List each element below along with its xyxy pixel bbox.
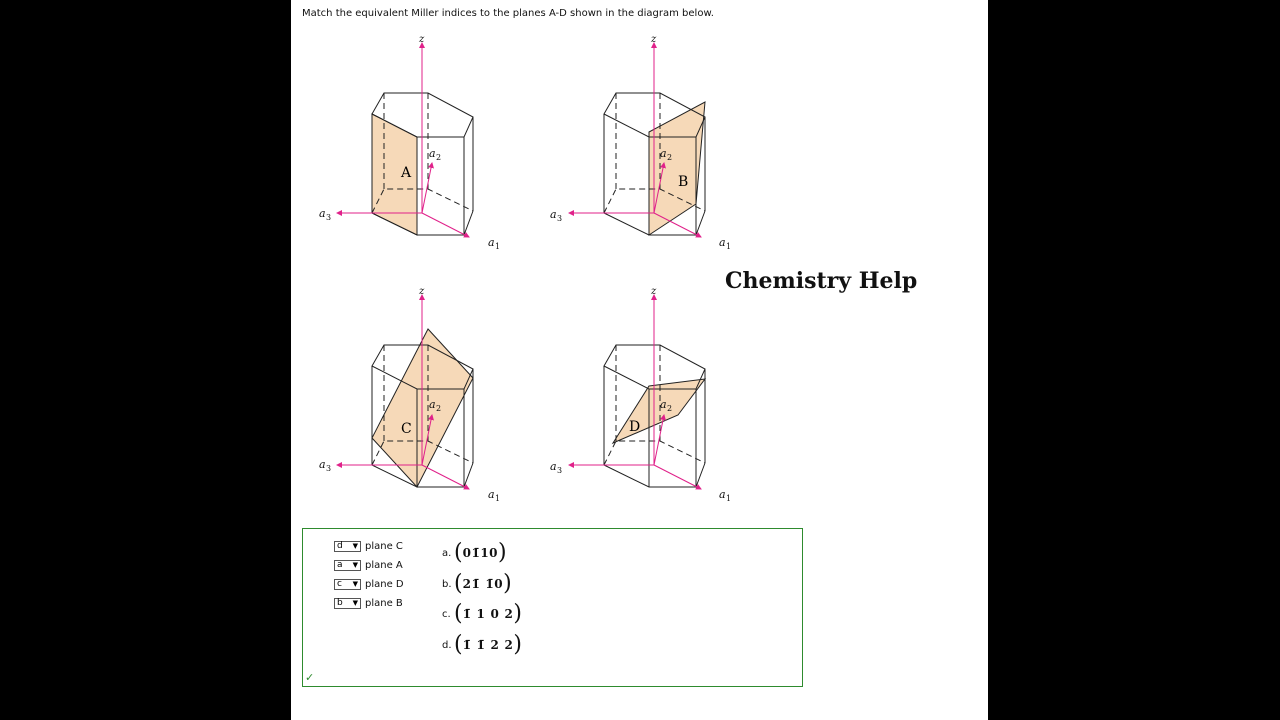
svg-text:3: 3 <box>557 214 563 223</box>
match-select-plane-d[interactable]: c ▼ <box>334 579 361 590</box>
match-row-plane-d <box>334 577 404 591</box>
svg-text:a: a <box>719 236 726 249</box>
svg-text:a: a <box>429 147 436 160</box>
svg-text:2: 2 <box>436 404 442 413</box>
a1-axis-label <box>488 488 500 503</box>
a3-axis-label <box>319 458 331 473</box>
svg-text:a: a <box>429 398 436 411</box>
svg-text:a: a <box>319 458 326 471</box>
chevron-down-icon: ▼ <box>352 579 358 588</box>
svg-text:a: a <box>550 460 557 473</box>
a3-axis-label <box>319 207 331 222</box>
question-page <box>291 0 988 720</box>
option-a: a. ( 0 1̄ 1 0 ) <box>442 540 507 565</box>
a1-axis-label <box>488 236 500 251</box>
svg-text:2: 2 <box>667 153 673 162</box>
svg-text:a: a <box>319 207 326 220</box>
option-b: b. ( 2 1̄ 1̄ 0 ) <box>442 571 512 596</box>
panel-plane-a <box>337 43 473 237</box>
z-axis-label: z <box>419 34 425 45</box>
svg-text:a: a <box>660 398 667 411</box>
match-row-plane-b <box>334 596 403 610</box>
plane-d-label: D <box>629 419 641 435</box>
svg-text:a: a <box>660 147 667 160</box>
match-row-plane-a <box>334 558 403 572</box>
plane-b-label: B <box>678 174 689 190</box>
svg-text:1: 1 <box>726 494 732 503</box>
z-axis-label: z <box>651 286 657 297</box>
plane-a-label: A <box>401 165 412 181</box>
svg-text:1: 1 <box>495 494 501 503</box>
watermark-text: Chemistry Help <box>725 268 918 294</box>
svg-text:1: 1 <box>726 242 732 251</box>
panel-plane-b <box>569 43 705 237</box>
svg-text:3: 3 <box>326 213 332 222</box>
svg-text:a: a <box>550 208 557 221</box>
svg-text:a: a <box>488 488 495 501</box>
match-select-plane-c[interactable]: d ▼ <box>334 541 361 552</box>
match-select-plane-a[interactable]: a ▼ <box>334 560 361 571</box>
svg-text:2: 2 <box>436 153 442 162</box>
a2-axis-label <box>429 147 441 162</box>
plane-c-label: C <box>401 421 412 437</box>
match-row-plane-c <box>334 539 403 553</box>
plane-label: plane C <box>365 540 403 552</box>
svg-text:3: 3 <box>557 466 563 475</box>
svg-text:3: 3 <box>326 464 332 473</box>
answer-panel <box>302 528 803 687</box>
svg-text:a: a <box>719 488 726 501</box>
svg-text:1: 1 <box>495 242 501 251</box>
z-axis-label: z <box>651 34 657 45</box>
option-d: d. ( 1̄ 1̄ 2 2 ) <box>442 632 522 657</box>
panel-plane-d <box>569 295 705 489</box>
plane-label: plane D <box>365 578 404 590</box>
svg-text:a: a <box>488 236 495 249</box>
a3-axis-label <box>550 208 562 223</box>
chevron-down-icon: ▼ <box>352 598 358 607</box>
plane-label: plane B <box>365 597 403 609</box>
hexagonal-prism-diagram <box>291 0 988 520</box>
match-select-plane-b[interactable]: b ▼ <box>334 598 361 609</box>
a3-axis-label <box>550 460 562 475</box>
a1-axis-label <box>719 236 731 251</box>
z-axis-label: z <box>419 286 425 297</box>
option-c: c. ( 1̄ 1 0 2 ) <box>442 601 522 626</box>
chevron-down-icon: ▼ <box>352 560 358 569</box>
plane-label: plane A <box>365 559 403 571</box>
chevron-down-icon: ▼ <box>352 541 358 550</box>
question-prompt: Match the equivalent Miller indices to the planes A-D shown in the diagram below. <box>302 8 714 19</box>
panel-plane-c <box>337 295 473 489</box>
correct-check-icon: ✓ <box>305 671 315 684</box>
svg-text:2: 2 <box>667 404 673 413</box>
a1-axis-label <box>719 488 731 503</box>
